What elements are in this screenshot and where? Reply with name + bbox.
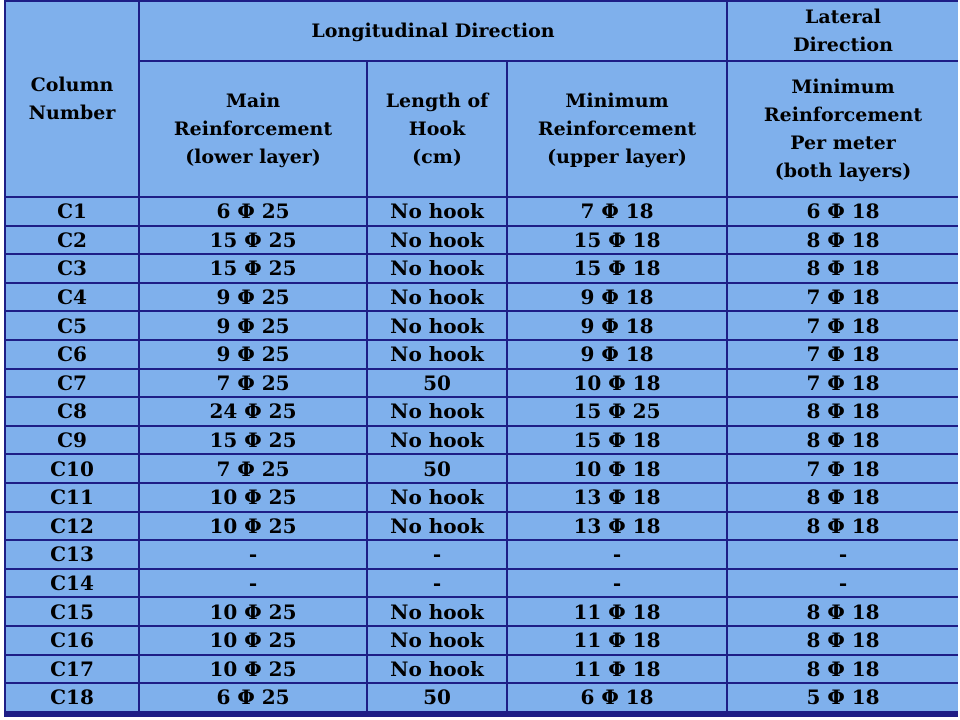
cell-column-number: C18 bbox=[6, 684, 138, 711]
cell-lateral-reinforcement: - bbox=[728, 541, 958, 568]
cell-length-of-hook: No hook bbox=[368, 227, 506, 254]
table-row bbox=[6, 370, 958, 397]
cell-column-number: C2 bbox=[6, 227, 138, 254]
cell-length-of-hook: - bbox=[368, 541, 506, 568]
cell-lateral-reinforcement: 7 Φ 18 bbox=[728, 370, 958, 397]
cell-main-reinforcement: 9 Φ 25 bbox=[140, 284, 366, 311]
cell-main-reinforcement: - bbox=[140, 570, 366, 597]
cell-length-of-hook: No hook bbox=[368, 284, 506, 311]
header-column-number bbox=[6, 2, 138, 196]
cell-column-number: C13 bbox=[6, 541, 138, 568]
cell-minimum-reinforcement: 13 Φ 18 bbox=[508, 484, 726, 511]
cell-length-of-hook: No hook bbox=[368, 255, 506, 282]
header-main-reinforcement-label: Main Reinforcement (lower layer) bbox=[173, 90, 333, 168]
header-length-of-hook bbox=[368, 62, 506, 196]
cell-lateral-reinforcement: - bbox=[728, 570, 958, 597]
cell-main-reinforcement: 10 Φ 25 bbox=[140, 513, 366, 540]
table-row bbox=[6, 341, 958, 368]
cell-main-reinforcement: 7 Φ 25 bbox=[140, 370, 366, 397]
table-row bbox=[6, 598, 958, 625]
header-minimum-reinforcement bbox=[508, 62, 726, 196]
cell-minimum-reinforcement: 11 Φ 18 bbox=[508, 598, 726, 625]
cell-column-number: C17 bbox=[6, 656, 138, 683]
header-length-of-hook-label: Length of Hook (cm) bbox=[385, 90, 489, 168]
cell-length-of-hook: No hook bbox=[368, 198, 506, 225]
cell-lateral-reinforcement: 8 Φ 18 bbox=[728, 398, 958, 425]
header-row-sub bbox=[6, 62, 958, 196]
cell-main-reinforcement: - bbox=[140, 541, 366, 568]
cell-length-of-hook: No hook bbox=[368, 312, 506, 339]
cell-length-of-hook: No hook bbox=[368, 656, 506, 683]
table-row bbox=[6, 427, 958, 454]
cell-minimum-reinforcement: - bbox=[508, 570, 726, 597]
cell-minimum-reinforcement: 15 Φ 18 bbox=[508, 255, 726, 282]
cell-length-of-hook: 50 bbox=[368, 455, 506, 482]
cell-minimum-reinforcement: 11 Φ 18 bbox=[508, 656, 726, 683]
cell-minimum-reinforcement: 15 Φ 18 bbox=[508, 427, 726, 454]
cell-lateral-reinforcement: 7 Φ 18 bbox=[728, 341, 958, 368]
cell-main-reinforcement: 15 Φ 25 bbox=[140, 227, 366, 254]
cell-lateral-reinforcement: 5 Φ 18 bbox=[728, 684, 958, 711]
cell-lateral-reinforcement: 8 Φ 18 bbox=[728, 484, 958, 511]
cell-minimum-reinforcement: 10 Φ 18 bbox=[508, 455, 726, 482]
cell-column-number: C3 bbox=[6, 255, 138, 282]
cell-lateral-reinforcement: 8 Φ 18 bbox=[728, 513, 958, 540]
cell-lateral-reinforcement: 8 Φ 18 bbox=[728, 227, 958, 254]
table-row bbox=[6, 513, 958, 540]
cell-length-of-hook: No hook bbox=[368, 341, 506, 368]
cell-main-reinforcement: 15 Φ 25 bbox=[140, 427, 366, 454]
cell-lateral-reinforcement: 6 Φ 18 bbox=[728, 198, 958, 225]
cell-minimum-reinforcement: 15 Φ 18 bbox=[508, 227, 726, 254]
cell-minimum-reinforcement: 10 Φ 18 bbox=[508, 370, 726, 397]
cell-column-number: C9 bbox=[6, 427, 138, 454]
cell-main-reinforcement: 6 Φ 25 bbox=[140, 684, 366, 711]
cell-lateral-reinforcement: 7 Φ 18 bbox=[728, 284, 958, 311]
cell-minimum-reinforcement: 15 Φ 25 bbox=[508, 398, 726, 425]
table-row bbox=[6, 284, 958, 311]
cell-main-reinforcement: 9 Φ 25 bbox=[140, 341, 366, 368]
header-minimum-reinforcement-per-meter-label: Minimum Reinforcement Per meter (both layers) bbox=[763, 76, 923, 182]
header-lateral-direction bbox=[728, 2, 958, 60]
header-longitudinal-direction bbox=[140, 2, 726, 60]
cell-column-number: C15 bbox=[6, 598, 138, 625]
cell-column-number: C8 bbox=[6, 398, 138, 425]
header-lateral-direction-label: Lateral Direction bbox=[793, 6, 893, 56]
table-row bbox=[6, 541, 958, 568]
cell-main-reinforcement: 9 Φ 25 bbox=[140, 312, 366, 339]
cell-main-reinforcement: 6 Φ 25 bbox=[140, 198, 366, 225]
cell-lateral-reinforcement: 8 Φ 18 bbox=[728, 427, 958, 454]
cell-column-number: C16 bbox=[6, 627, 138, 654]
cell-lateral-reinforcement: 8 Φ 18 bbox=[728, 255, 958, 282]
cell-length-of-hook: No hook bbox=[368, 427, 506, 454]
table-row bbox=[6, 627, 958, 654]
header-column-number-label: Column Number bbox=[28, 74, 116, 124]
table-row bbox=[6, 198, 958, 225]
cell-lateral-reinforcement: 7 Φ 18 bbox=[728, 455, 958, 482]
cell-lateral-reinforcement: 8 Φ 18 bbox=[728, 627, 958, 654]
cell-length-of-hook: No hook bbox=[368, 598, 506, 625]
table-row bbox=[6, 227, 958, 254]
cell-length-of-hook: No hook bbox=[368, 398, 506, 425]
table-row bbox=[6, 570, 958, 597]
cell-main-reinforcement: 7 Φ 25 bbox=[140, 455, 366, 482]
header-row-top bbox=[6, 2, 958, 60]
cell-length-of-hook: No hook bbox=[368, 484, 506, 511]
cell-length-of-hook: No hook bbox=[368, 627, 506, 654]
header-longitudinal-direction-label: Longitudinal Direction bbox=[311, 20, 555, 42]
cell-lateral-reinforcement: 8 Φ 18 bbox=[728, 598, 958, 625]
table-header bbox=[6, 2, 958, 196]
header-main-reinforcement bbox=[140, 62, 366, 196]
cell-main-reinforcement: 10 Φ 25 bbox=[140, 598, 366, 625]
cell-column-number: C14 bbox=[6, 570, 138, 597]
cell-minimum-reinforcement: 9 Φ 18 bbox=[508, 312, 726, 339]
table-row bbox=[6, 255, 958, 282]
cell-minimum-reinforcement: 9 Φ 18 bbox=[508, 341, 726, 368]
cell-column-number: C7 bbox=[6, 370, 138, 397]
cell-column-number: C6 bbox=[6, 341, 138, 368]
cell-length-of-hook: 50 bbox=[368, 370, 506, 397]
cell-minimum-reinforcement: 11 Φ 18 bbox=[508, 627, 726, 654]
cell-column-number: C1 bbox=[6, 198, 138, 225]
cell-length-of-hook: - bbox=[368, 570, 506, 597]
reinforcement-table-frame bbox=[3, 0, 959, 717]
cell-column-number: C11 bbox=[6, 484, 138, 511]
table-row bbox=[6, 398, 958, 425]
cell-minimum-reinforcement: 7 Φ 18 bbox=[508, 198, 726, 225]
header-minimum-reinforcement-per-meter bbox=[728, 62, 958, 196]
cell-minimum-reinforcement: - bbox=[508, 541, 726, 568]
cell-length-of-hook: No hook bbox=[368, 513, 506, 540]
cell-minimum-reinforcement: 13 Φ 18 bbox=[508, 513, 726, 540]
table-row bbox=[6, 684, 958, 711]
cell-lateral-reinforcement: 8 Φ 18 bbox=[728, 656, 958, 683]
cell-main-reinforcement: 10 Φ 25 bbox=[140, 656, 366, 683]
table-row bbox=[6, 484, 958, 511]
cell-length-of-hook: 50 bbox=[368, 684, 506, 711]
cell-column-number: C12 bbox=[6, 513, 138, 540]
cell-minimum-reinforcement: 6 Φ 18 bbox=[508, 684, 726, 711]
table-row bbox=[6, 455, 958, 482]
table-body bbox=[6, 198, 958, 711]
cell-column-number: C4 bbox=[6, 284, 138, 311]
table-row bbox=[6, 312, 958, 339]
table-row bbox=[6, 656, 958, 683]
cell-column-number: C10 bbox=[6, 455, 138, 482]
reinforcement-table bbox=[4, 0, 960, 713]
cell-column-number: C5 bbox=[6, 312, 138, 339]
header-minimum-reinforcement-label: Minimum Reinforcement (upper layer) bbox=[537, 90, 697, 168]
cell-minimum-reinforcement: 9 Φ 18 bbox=[508, 284, 726, 311]
cell-main-reinforcement: 10 Φ 25 bbox=[140, 484, 366, 511]
cell-main-reinforcement: 10 Φ 25 bbox=[140, 627, 366, 654]
cell-lateral-reinforcement: 7 Φ 18 bbox=[728, 312, 958, 339]
cell-main-reinforcement: 15 Φ 25 bbox=[140, 255, 366, 282]
cell-main-reinforcement: 24 Φ 25 bbox=[140, 398, 366, 425]
